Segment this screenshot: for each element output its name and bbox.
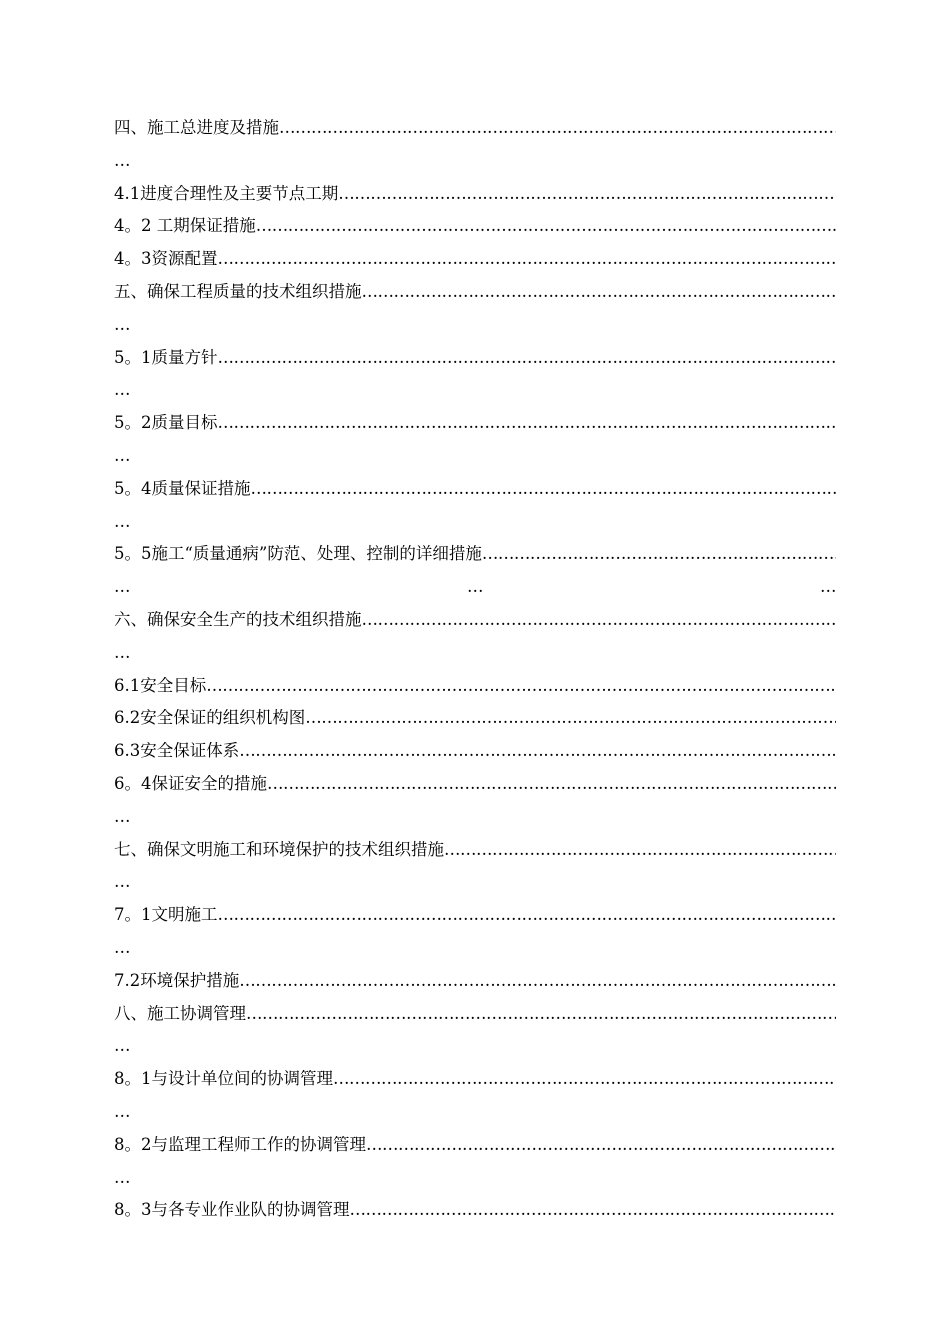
ellipsis-continuation: … (114, 642, 130, 662)
toc-entry (114, 1194, 836, 1227)
toc-entry-label: 5。5施工“质量通病”防范、处理、控制的详细措施 (114, 544, 482, 564)
toc-entry (114, 473, 836, 506)
toc-entry (114, 276, 836, 309)
toc-entry-line (114, 342, 836, 375)
toc-entry-label: 4。3资源配置 (114, 249, 218, 269)
toc-entry-line (114, 604, 836, 637)
ellipsis-continuation: … (114, 380, 130, 400)
toc-entry-line (114, 276, 836, 309)
toc-entry-continuation (114, 637, 836, 670)
dot-leader (218, 407, 837, 440)
dot-leader (366, 1129, 836, 1162)
ellipsis-continuation: … (114, 314, 130, 334)
ellipsis-continuation: … (114, 150, 130, 170)
toc-entry-line (114, 735, 836, 768)
dot-leader (206, 670, 836, 703)
dot-leader (333, 1063, 836, 1096)
toc-entry (114, 178, 836, 211)
dot-leader (239, 965, 836, 998)
ellipsis-continuation: … (114, 806, 130, 826)
toc-entry-continuation (114, 145, 836, 178)
toc-entry-continuation (114, 374, 836, 407)
dot-leader (305, 702, 836, 735)
toc-entry-label: 7.2环境保护措施 (114, 970, 240, 990)
ellipsis-continuation: … (467, 577, 483, 597)
toc-entry-line (114, 210, 836, 243)
toc-entry-continuation (114, 440, 836, 473)
dot-leader (350, 1194, 837, 1227)
toc-entry-line (114, 112, 836, 145)
toc-entry-line (114, 243, 836, 276)
ellipsis-continuation: … (114, 872, 130, 892)
toc-entry (114, 604, 836, 637)
toc-entry (114, 899, 836, 932)
dot-leader (362, 604, 837, 637)
dot-leader (279, 112, 836, 145)
toc-entry-line (114, 998, 836, 1031)
toc-entry (114, 735, 836, 768)
toc-entry-line (114, 1194, 836, 1227)
toc-entry-line (114, 178, 836, 211)
ellipsis-continuation: … (114, 1167, 130, 1187)
dot-leader (267, 768, 836, 801)
ellipsis-continuation: … (114, 577, 130, 597)
dot-leader (338, 178, 836, 211)
toc-entry (114, 538, 836, 571)
toc-entry-label: 8。1与设计单位间的协调管理 (114, 1069, 333, 1089)
toc-entry-label: 6.1安全目标 (114, 675, 207, 695)
toc-entry-line (114, 834, 836, 867)
toc-entry-continuation (114, 932, 836, 965)
ellipsis-continuation: … (114, 1036, 130, 1056)
dot-leader (218, 243, 837, 276)
dot-leader (256, 210, 836, 243)
ellipsis-continuation: … (114, 445, 130, 465)
dot-leader (218, 342, 837, 375)
toc-entry-continuation (114, 1096, 836, 1129)
toc-entry (114, 210, 836, 243)
table-of-contents (114, 112, 836, 1227)
toc-entry-label: 6。4保证安全的措施 (114, 773, 267, 793)
ellipsis-continuation: … (114, 511, 130, 531)
toc-entry-line (114, 1063, 836, 1096)
toc-entry (114, 243, 836, 276)
toc-entry (114, 998, 836, 1031)
toc-entry-label: 7。1文明施工 (114, 905, 218, 925)
toc-entry (114, 965, 836, 998)
dot-leader (444, 834, 836, 867)
toc-entry-line (114, 407, 836, 440)
ellipsis-continuation: … (114, 1101, 130, 1121)
toc-entry-continuation (114, 309, 836, 342)
toc-entry-line (114, 965, 836, 998)
toc-entry-line (114, 768, 836, 801)
toc-entry-label: 6.2安全保证的组织机构图 (114, 708, 306, 728)
toc-entry (114, 702, 836, 735)
toc-entry (114, 1063, 836, 1096)
toc-entry-label: 五、确保工程质量的技术组织措施 (114, 281, 362, 301)
toc-entry-label: 5。2质量目标 (114, 413, 218, 433)
toc-entry-label: 四、施工总进度及措施 (114, 118, 279, 137)
ellipsis-continuation: … (114, 937, 130, 957)
toc-entry-label: 8。2与监理工程师工作的协调管理 (114, 1134, 366, 1154)
toc-entry (114, 670, 836, 703)
toc-entry-label: 七、确保文明施工和环境保护的技术组织措施 (114, 839, 444, 859)
toc-entry-continuation (114, 1162, 836, 1195)
toc-entry-line (114, 670, 836, 703)
toc-entry-label: 4.1进度合理性及主要节点工期 (114, 183, 339, 203)
toc-entry-label: 六、确保安全生产的技术组织措施 (114, 609, 362, 629)
toc-entry-label: 八、施工协调管理 (114, 1003, 246, 1023)
toc-entry-line (114, 1129, 836, 1162)
toc-entry-continuation (114, 801, 836, 834)
toc-entry-label: 4。2 工期保证措施 (114, 216, 256, 236)
toc-entry-label: 8。3与各专业作业队的协调管理 (114, 1200, 350, 1220)
toc-entry-label: 5。1质量方针 (114, 347, 218, 367)
dot-leader (251, 473, 837, 506)
toc-entry-label: 5。4质量保证措施 (114, 478, 251, 498)
toc-entry (114, 407, 836, 440)
toc-entry-line (114, 899, 836, 932)
dot-leader (239, 735, 836, 768)
dot-leader (246, 998, 836, 1031)
toc-entry-continuation (114, 571, 836, 604)
toc-entry-label: 6.3安全保证体系 (114, 741, 240, 761)
toc-entry-line (114, 473, 836, 506)
toc-entry (114, 768, 836, 801)
toc-entry-line (114, 702, 836, 735)
dot-leader (362, 276, 837, 309)
toc-entry-continuation (114, 1030, 836, 1063)
toc-entry-line (114, 538, 836, 571)
dot-leader (482, 538, 836, 571)
toc-entry (114, 342, 836, 375)
toc-entry (114, 112, 836, 145)
toc-entry (114, 834, 836, 867)
toc-entry-continuation (114, 866, 836, 899)
ellipsis-continuation: … (820, 577, 836, 597)
dot-leader (218, 899, 837, 932)
toc-entry-continuation (114, 506, 836, 539)
toc-entry (114, 1129, 836, 1162)
